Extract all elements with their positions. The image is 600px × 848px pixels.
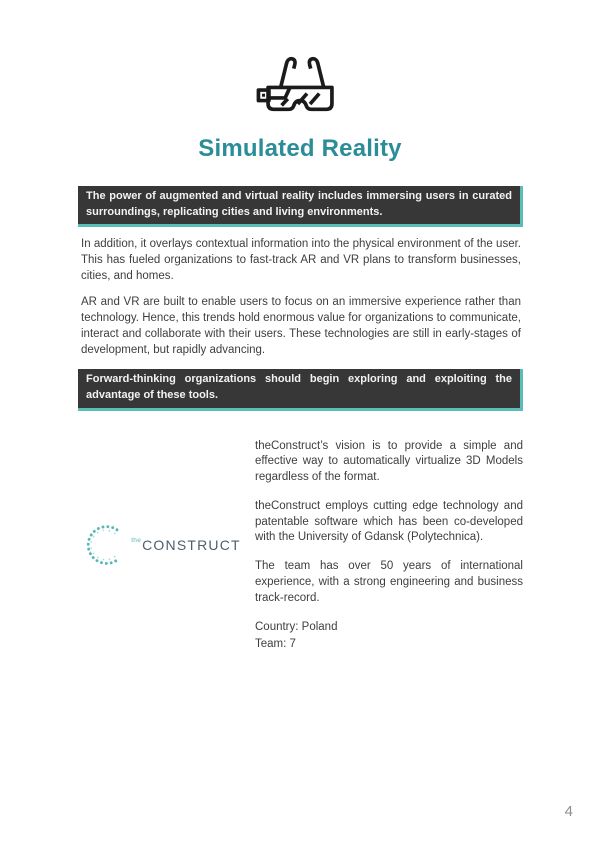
callout-box-intro: The power of augmented and virtual reality includes immersing users in curated surroundings, replicating cities and living environments. (78, 186, 523, 227)
company-logo-column (78, 522, 246, 568)
company-paragraph-vision: theConstruct’s vision is to provide a simple and effective way to automatically virtualize 3D Models regardless of the format. (255, 439, 523, 484)
company-country: Country: Poland (255, 621, 338, 634)
page-content (78, 186, 523, 652)
construct-logo (83, 522, 241, 568)
dotted-c-logo-mark (83, 522, 129, 568)
company-description (246, 439, 523, 652)
logo-name-text: CONSTRUCT (142, 537, 241, 554)
company-paragraph-technology: theConstruct employs cutting edge technology and patentable software which has been co-developed with the University of Gdansk (Polytechnica). (255, 499, 523, 544)
company-facts (255, 619, 523, 652)
body-paragraph-1: In addition, it overlays contextual information into the physical environment of the user. This has fueled organizations to fast-track AR and VR plans to transform businesses, cities, and homes. (81, 238, 521, 282)
page-title: Simulated Reality (198, 135, 402, 162)
page-header (0, 0, 600, 163)
body-paragraph-2: AR and VR are built to enable users to focus on an immersive experience rather than technology. Hence, this trends hold enormous value for organizations to communicate, interact and collaborate with their users. These technologies are still in early-stages of development, but rapidly advancing. (81, 296, 521, 356)
page-number: 4 (564, 803, 573, 820)
logo-prefix-text: the (131, 537, 142, 545)
callout-box-conclusion: Forward-thinking organizations should begin exploring and exploiting the advantage of these tools. (78, 369, 523, 410)
company-team-size: Team: 7 (255, 637, 296, 650)
smart-glasses-icon (254, 52, 346, 122)
company-profile-section (78, 439, 523, 652)
company-paragraph-team: The team has over 50 years of international experience, with a strong engineering and business track-record. (255, 560, 523, 604)
